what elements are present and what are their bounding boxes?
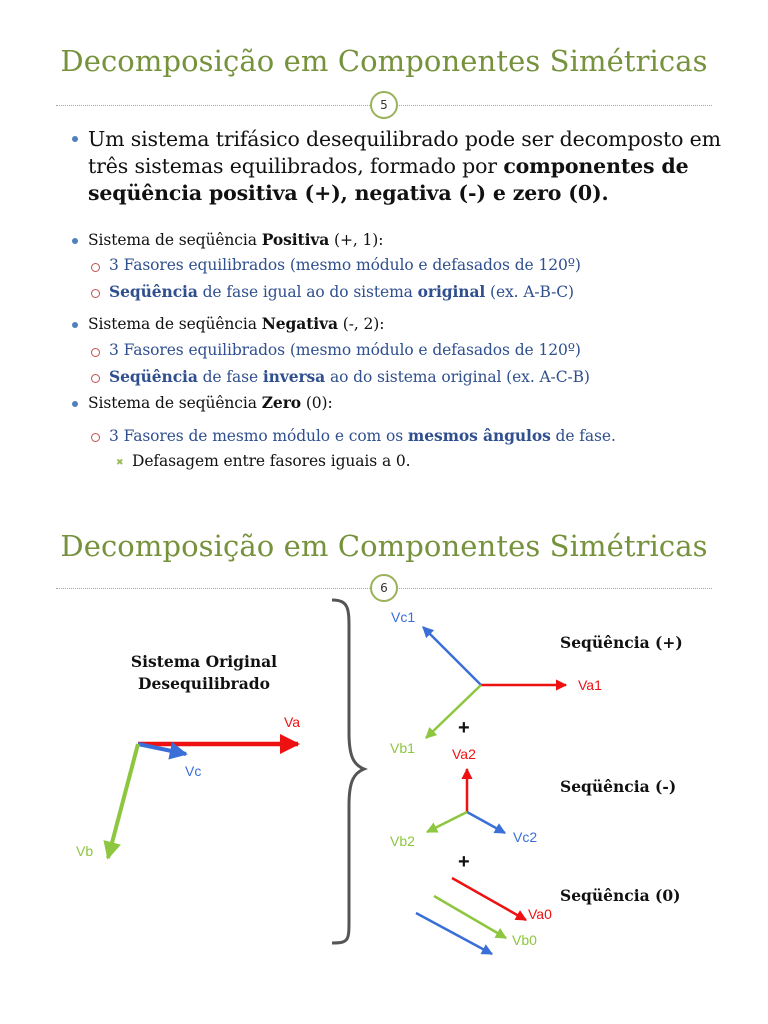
curly-brace (332, 600, 364, 943)
sub-item (109, 367, 590, 386)
label-vb0: Vb0 (512, 932, 537, 948)
phasor-vc2 (467, 812, 505, 833)
sequence-zero-label: Seqüência (0) (560, 886, 681, 905)
list-item-zero (88, 393, 333, 412)
sub-item-text: (ex. A-B-C) (485, 283, 574, 301)
circle-bullet-icon (91, 348, 100, 357)
phasor-vb1 (426, 685, 481, 738)
sub-item-text: ao do sistema original (ex. A-C-B) (325, 368, 590, 386)
label-vb1: Vb1 (390, 740, 415, 756)
phasor-vc1 (423, 627, 481, 685)
bullet-icon (72, 136, 78, 142)
phasor-vc0 (416, 913, 492, 954)
circle-bullet-icon (91, 263, 100, 272)
sequence-positive-label: Seqüência (+) (560, 633, 683, 652)
item-bold: Zero (261, 393, 301, 412)
circle-bullet-icon (91, 289, 100, 298)
sub-item-bold: mesmos ângulos (407, 426, 551, 445)
bullet-icon (72, 322, 78, 328)
list-item-positive (88, 230, 383, 249)
sub-item (109, 282, 574, 301)
sub-item-bold: Seqüência (109, 367, 198, 386)
item-bold: Positiva (261, 230, 330, 249)
label-va2: Va2 (452, 746, 476, 762)
sub-item-text: de fase (197, 368, 263, 386)
page-number: 6 (370, 574, 398, 602)
bullet-icon (72, 401, 78, 407)
intro-paragraph (88, 126, 728, 207)
list-item-negative (88, 314, 384, 333)
sub-item: 3 Fasores equilibrados (mesmo módulo e defasados de 120º) (109, 341, 581, 359)
item-prefix: Sistema de seqüência (88, 394, 262, 412)
label-vb: Vb (76, 843, 94, 859)
sub-item-bold: original (417, 282, 486, 301)
sub-item-text: 3 Fasores de mesmo módulo e com os (109, 427, 408, 445)
item-suffix: (+, 1): (329, 231, 384, 249)
label-vc2: Vc2 (513, 829, 538, 845)
x-bullet-icon: ✖ (116, 458, 124, 468)
label-vc1: Vc1 (391, 609, 416, 625)
circle-bullet-icon (91, 374, 100, 383)
item-bold: Negativa (261, 314, 338, 333)
original-system-label-line1: Sistema Original (130, 652, 278, 671)
intro-text: Um sistema trifásico desequilibrado pode ser decomposto em três sistemas equilibrados, formado por (88, 127, 721, 178)
sub-item-bold: Seqüência (109, 282, 198, 301)
intro-bold-text: componentes de seqüência positiva (+), negativa (-) e zero (0). (88, 154, 689, 205)
label-vb2: Vb2 (390, 833, 415, 849)
sub-item-text: de fase igual ao do sistema (197, 283, 418, 301)
page-number: 5 (370, 91, 398, 119)
phasor-vb2 (427, 812, 467, 832)
original-system-label-line2: Desequilibrado (138, 674, 270, 693)
sub-item (109, 426, 616, 445)
label-vc: Vc (185, 763, 202, 779)
label-va: Va (284, 714, 301, 730)
item-suffix: (0): (301, 394, 333, 412)
bullet-icon (72, 238, 78, 244)
plus-sign: + (458, 717, 470, 739)
slide-title: Decomposição em Componentes Simétricas (60, 44, 708, 78)
slide-6 (0, 515, 768, 1024)
label-va1: Va1 (578, 677, 602, 693)
slide-title: Decomposição em Componentes Simétricas (60, 529, 708, 563)
circle-bullet-icon (91, 433, 100, 442)
sub-sub-item: Defasagem entre fasores iguais a 0. (132, 452, 411, 470)
item-suffix: (-, 2): (337, 315, 385, 333)
item-prefix: Sistema de seqüência (88, 315, 262, 333)
phasor-vb (108, 744, 138, 858)
sub-item-bold: inversa (262, 367, 326, 386)
item-prefix: Sistema de seqüência (88, 231, 262, 249)
label-va0: Va0 (528, 906, 552, 922)
slide-5 (0, 0, 768, 500)
plus-sign: + (458, 851, 470, 873)
phasor-diagram (0, 515, 768, 1024)
sub-item-text: de fase. (550, 427, 616, 445)
sequence-negative-label: Seqüência (-) (560, 777, 677, 796)
sub-item: 3 Fasores equilibrados (mesmo módulo e defasados de 120º) (109, 256, 581, 274)
